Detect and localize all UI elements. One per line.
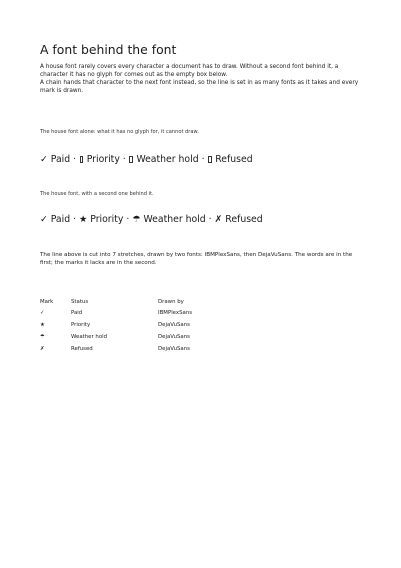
cell-status: Priority <box>71 322 91 328</box>
cell-status: Refused <box>71 346 93 352</box>
table-row <box>40 319 238 331</box>
cell-drawn-by: DejaVuSans <box>158 334 190 340</box>
cell-mark: ★ <box>40 322 45 328</box>
cell-drawn-by: IBMPlexSans <box>158 310 193 316</box>
status-mark: ✓ <box>40 154 48 165</box>
status-label: Weather hold <box>133 154 199 165</box>
intro-text <box>40 63 361 95</box>
missing-glyph-box-icon <box>80 156 84 163</box>
table-row <box>40 307 238 319</box>
cell-mark: ✓ <box>40 310 45 316</box>
table-header-row <box>40 296 238 307</box>
table-row <box>40 331 238 343</box>
glyph-source-table <box>40 296 238 355</box>
cell-status: Weather hold <box>71 334 108 340</box>
cell-status: Paid <box>71 310 83 316</box>
column-header-status: Status <box>71 298 89 305</box>
demo-line-house-font-alone <box>40 154 253 166</box>
cell-drawn-by: DejaVuSans <box>158 346 190 352</box>
intro-paragraph-1: A house font rarely covers every character a document has to draw. Without a second font behind it, a character it has no glyph for comes out as the empty box below. <box>40 64 339 79</box>
status-label: Refused <box>212 154 253 165</box>
separator: · <box>198 154 208 165</box>
column-header-drawn-by: Drawn by <box>158 298 184 305</box>
separator: · <box>119 154 129 165</box>
column-header-mark: Mark <box>40 298 54 305</box>
cell-mark: ☂ <box>40 334 45 340</box>
intro-paragraph-2: A chain hands that character to the next font instead, so the line is set in as many fonts as it takes and every mark is drawn. <box>40 80 359 95</box>
page-title: A font behind the font <box>40 42 177 57</box>
cell-mark: ✗ <box>40 346 45 352</box>
table-row <box>40 343 238 355</box>
caption-house-font-alone: The house font alone: what it has no glyph for, it cannot draw. <box>40 129 199 135</box>
explanation-text: The line above is cut into 7 stretches, drawn by two fonts: IBMPlexSans, then DejaVuSans. The words are in the first; the marks it lacks are in the second. <box>40 252 353 267</box>
demo-line-with-fallback: ✓ Paid · ★ Priority · ☂ Weather hold · ✗ Refused <box>40 214 263 225</box>
caption-house-font-with-fallback: The house font, with a second one behind it. <box>40 191 154 197</box>
status-label: Paid <box>47 154 71 165</box>
separator: · <box>70 154 79 165</box>
cell-drawn-by: DejaVuSans <box>158 322 190 328</box>
status-label: Priority <box>83 154 120 165</box>
